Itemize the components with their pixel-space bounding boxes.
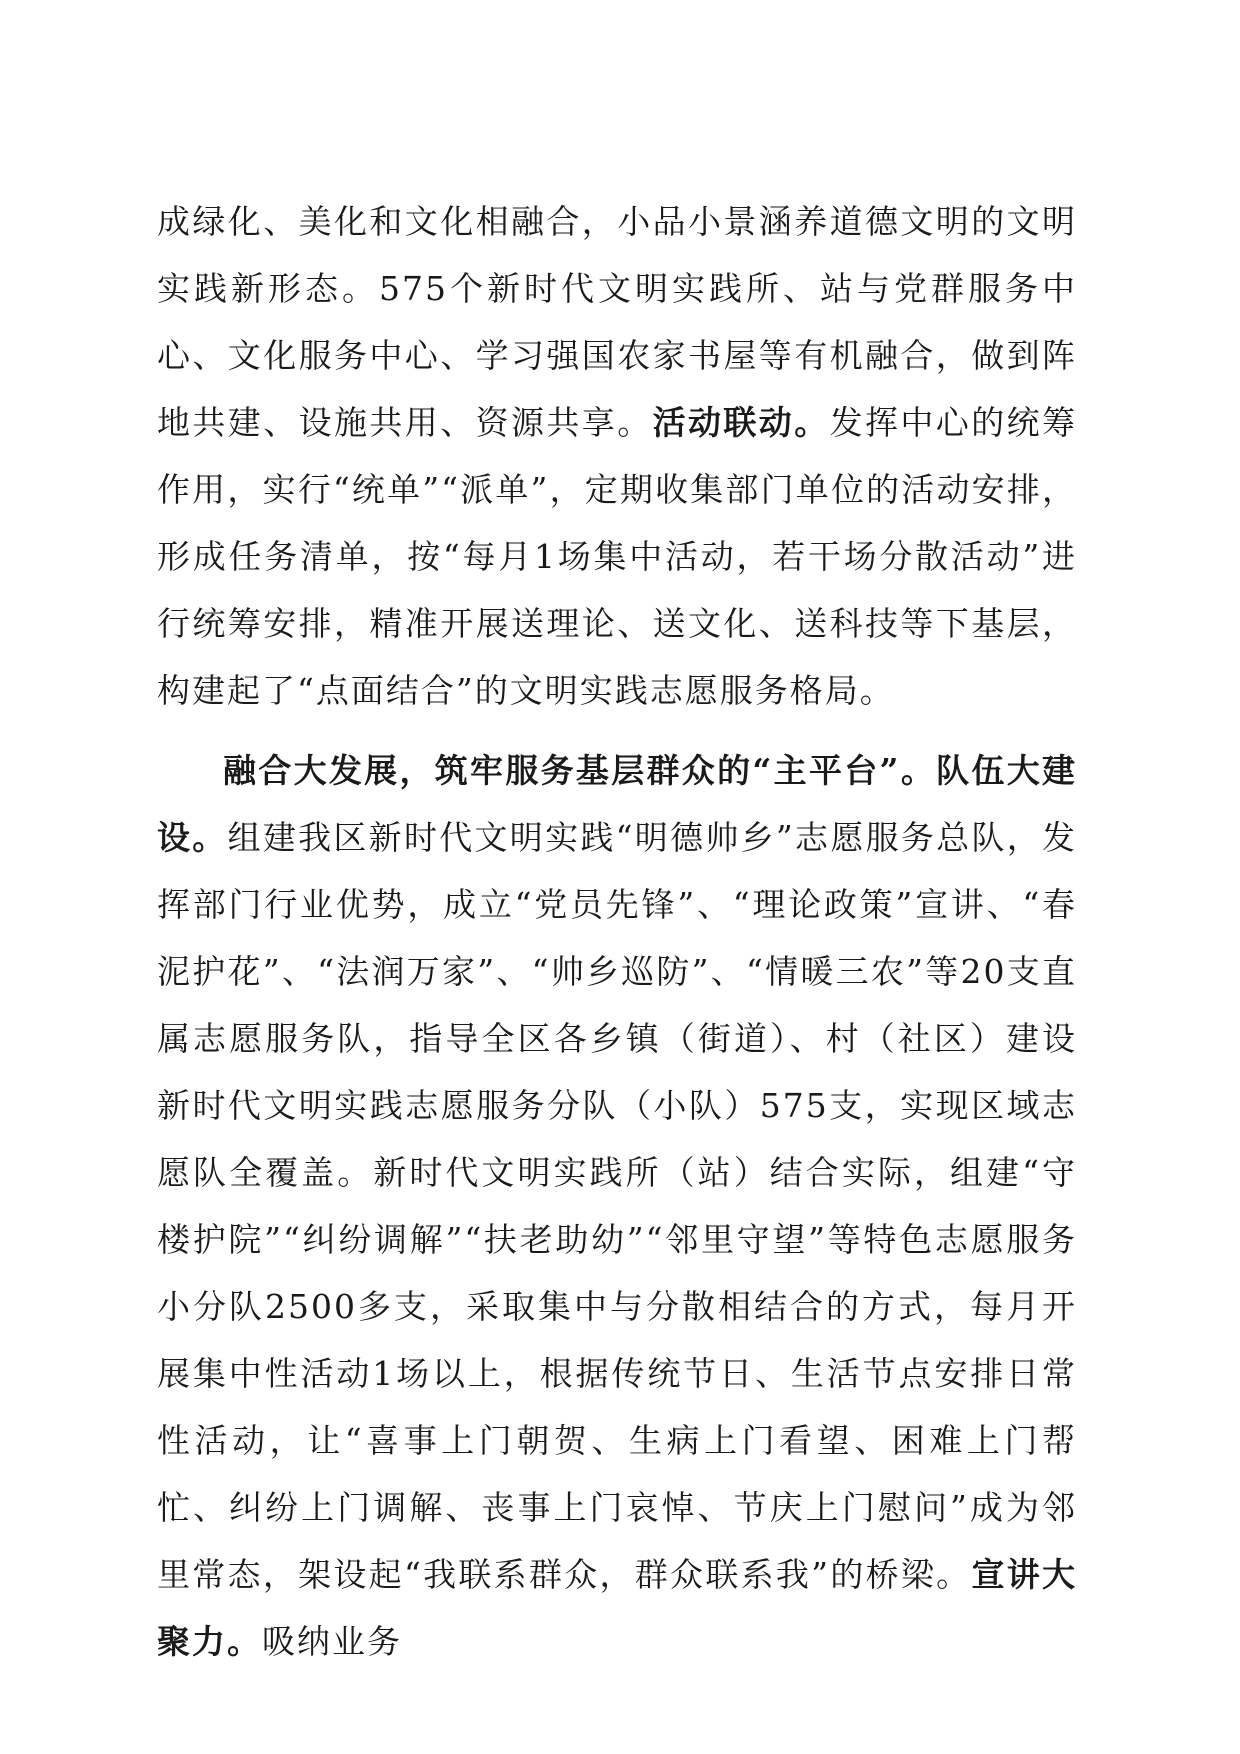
paragraph-1-text-b: 发挥中心的统筹作用，实行“统单”“派单”，定期收集部门单位的活动安排，形成任务清单，按“每月1场集中活动，若干场分散活动”进行统筹安排，精准开展送理论、送文化、送科技等下基层，构建起了“点面结合”的文明实践志愿服务格局。 <box>157 403 1078 710</box>
paragraph-2 <box>157 737 1077 1675</box>
paragraph-2-heading: 融合大发展，筑牢服务基层群众的“主平台”。队伍大建设。 <box>157 751 1077 857</box>
paragraph-2-text-a: 组建我区新时代文明实践“明德帅乡”志愿服务总队，发挥部门行业优势，成立“党员先锋”、“理论政策”宣讲、“春泥护花”、“法润万家”、“帅乡巡防”、“情暖三农”等20支直属志愿服务队，指导全区各乡镇（街道）、村（社区）建设新时代文明实践志愿服务分队（小队）575支，实现区域志愿队全覆盖。新时代文明实践所（站）结合实际，组建“守楼护院”“纠纷调解”“扶老助幼”“邻里守望”等特色志愿服务小分队2500多支，采取集中与分散相结合的方式，每月开展集中性活动1场以上，根据传统节日、生活节点安排日常性活动，让“喜事上门朝贺、生病上门看望、困难上门帮忙、纠纷上门调解、丧事上门哀悼、节庆上门慰问”成为邻里常态，架设起“我联系群众，群众联系我”的桥梁。 <box>157 818 1077 1594</box>
paragraph-1-text-a: 成绿化、美化和文化相融合，小品小景涵养道德文明的文明实践新形态。575个新时代文明实践所、站与党群服务中心、文化服务中心、学习强国农家书屋等有机融合，做到阵地共建、设施共用、资源共享。 <box>157 202 1077 442</box>
paragraph-2-text-b: 吸纳业务 <box>262 1622 402 1661</box>
document-body <box>157 188 1077 1675</box>
paragraph-1-subheading-activity-linkage: 活动联动。 <box>652 403 830 442</box>
paragraph-1 <box>157 188 1077 724</box>
paragraph-2-subheading-propaganda: 宣讲大聚力。 <box>157 1555 1077 1661</box>
